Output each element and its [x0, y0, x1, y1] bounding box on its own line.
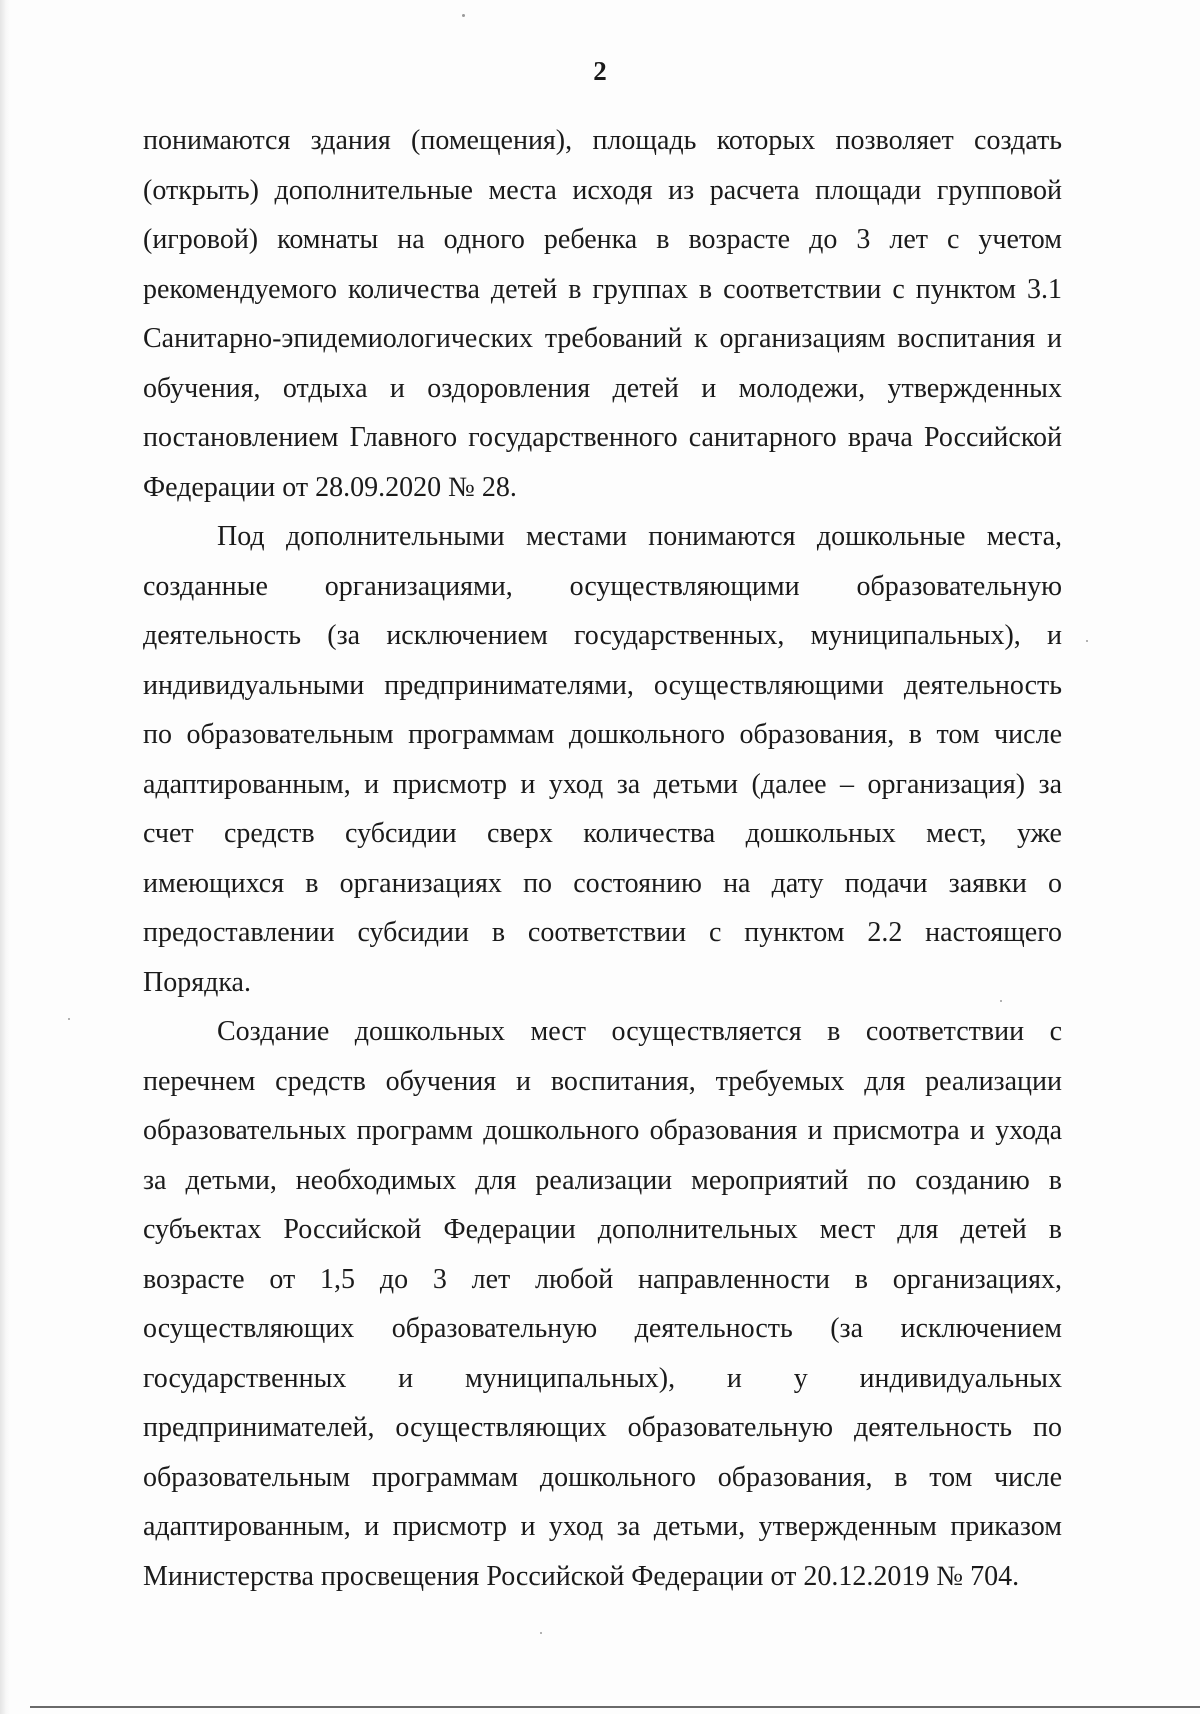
body-text — [143, 116, 1062, 1601]
text-line: государственных и муниципальных), и у индивидуальных — [143, 1362, 1062, 1394]
text-line: образовательным программам дошкольного образования, в том числе — [143, 1461, 1062, 1493]
text-line: Порядка. — [143, 966, 251, 998]
text-line: возрасте от 1,5 до 3 лет любой направленности в организациях, — [143, 1263, 1062, 1295]
text-line: предоставлении субсидии в соответствии с пунктом 2.2 настоящего — [143, 917, 1062, 948]
text-line: (игровой) комнаты на одного ребенка в возрасте до 3 лет с учетом — [143, 224, 1062, 255]
scan-speck — [1086, 640, 1088, 642]
scan-speck — [1000, 1000, 1002, 1002]
text-line: Федерации от 28.09.2020 № 28. — [143, 471, 517, 503]
text-line: созданные организациями, осуществляющими образовательную — [143, 570, 1062, 602]
scan-speck — [68, 1018, 70, 1020]
text-line: (открыть) дополнительные места исходя из расчета площади групповой — [143, 174, 1062, 206]
text-line: за детьми, необходимых для реализации мероприятий по созданию в — [143, 1164, 1062, 1196]
text-line: Под дополнительными местами понимаются дошкольные места, — [217, 521, 1062, 552]
text-line: осуществляющих образовательную деятельность (за исключением — [143, 1313, 1062, 1344]
text-line: субъектах Российской Федерации дополнительных мест для детей в — [143, 1214, 1062, 1245]
text-line: адаптированным, и присмотр и уход за детьми, утвержденным приказом — [143, 1511, 1062, 1542]
text-line: по образовательным программам дошкольного образования, в том числе — [143, 719, 1062, 750]
paragraph-3 — [143, 1007, 1062, 1601]
scan-speck — [540, 1632, 542, 1634]
text-line: деятельность (за исключением государственных, муниципальных), и — [143, 620, 1062, 651]
text-line: счет средств субсидии сверх количества дошкольных мест, уже — [143, 818, 1062, 849]
text-line: Министерства просвещения Российской Федерации от 20.12.2019 № 704. — [143, 1560, 1020, 1592]
text-line: перечнем средств обучения и воспитания, требуемых для реализации — [143, 1065, 1062, 1097]
page-number: 2 — [593, 56, 607, 86]
text-line: Санитарно-эпидемиологических требований к организациям воспитания и — [143, 323, 1062, 354]
scan-edge-shadow — [0, 0, 10, 1714]
text-line: обучения, отдыха и оздоровления детей и молодежи, утвержденных — [143, 372, 1062, 404]
text-line: Создание дошкольных мест осуществляется в соответствии с — [217, 1016, 1062, 1047]
paragraph-2 — [143, 512, 1062, 1007]
text-line: предпринимателей, осуществляющих образовательную деятельность по — [143, 1412, 1062, 1443]
text-line: понимаются здания (помещения), площадь которых позволяет создать — [143, 125, 1062, 156]
text-line: имеющихся в организациях по состоянию на дату подачи заявки о — [143, 867, 1062, 899]
text-line: адаптированным, и присмотр и уход за детьми (далее – организация) за — [143, 768, 1062, 800]
text-line: индивидуальными предпринимателями, осуществляющими деятельность — [143, 669, 1062, 701]
text-line: рекомендуемого количества детей в группах в соответствии с пунктом 3.1 — [143, 273, 1062, 305]
text-line: образовательных программ дошкольного образования и присмотра и ухода — [143, 1115, 1062, 1146]
scan-speck — [462, 14, 465, 17]
paragraph-1 — [143, 116, 1062, 512]
scan-bottom-edge — [30, 1706, 1200, 1708]
text-line: постановлением Главного государственного санитарного врача Российской — [143, 422, 1062, 453]
